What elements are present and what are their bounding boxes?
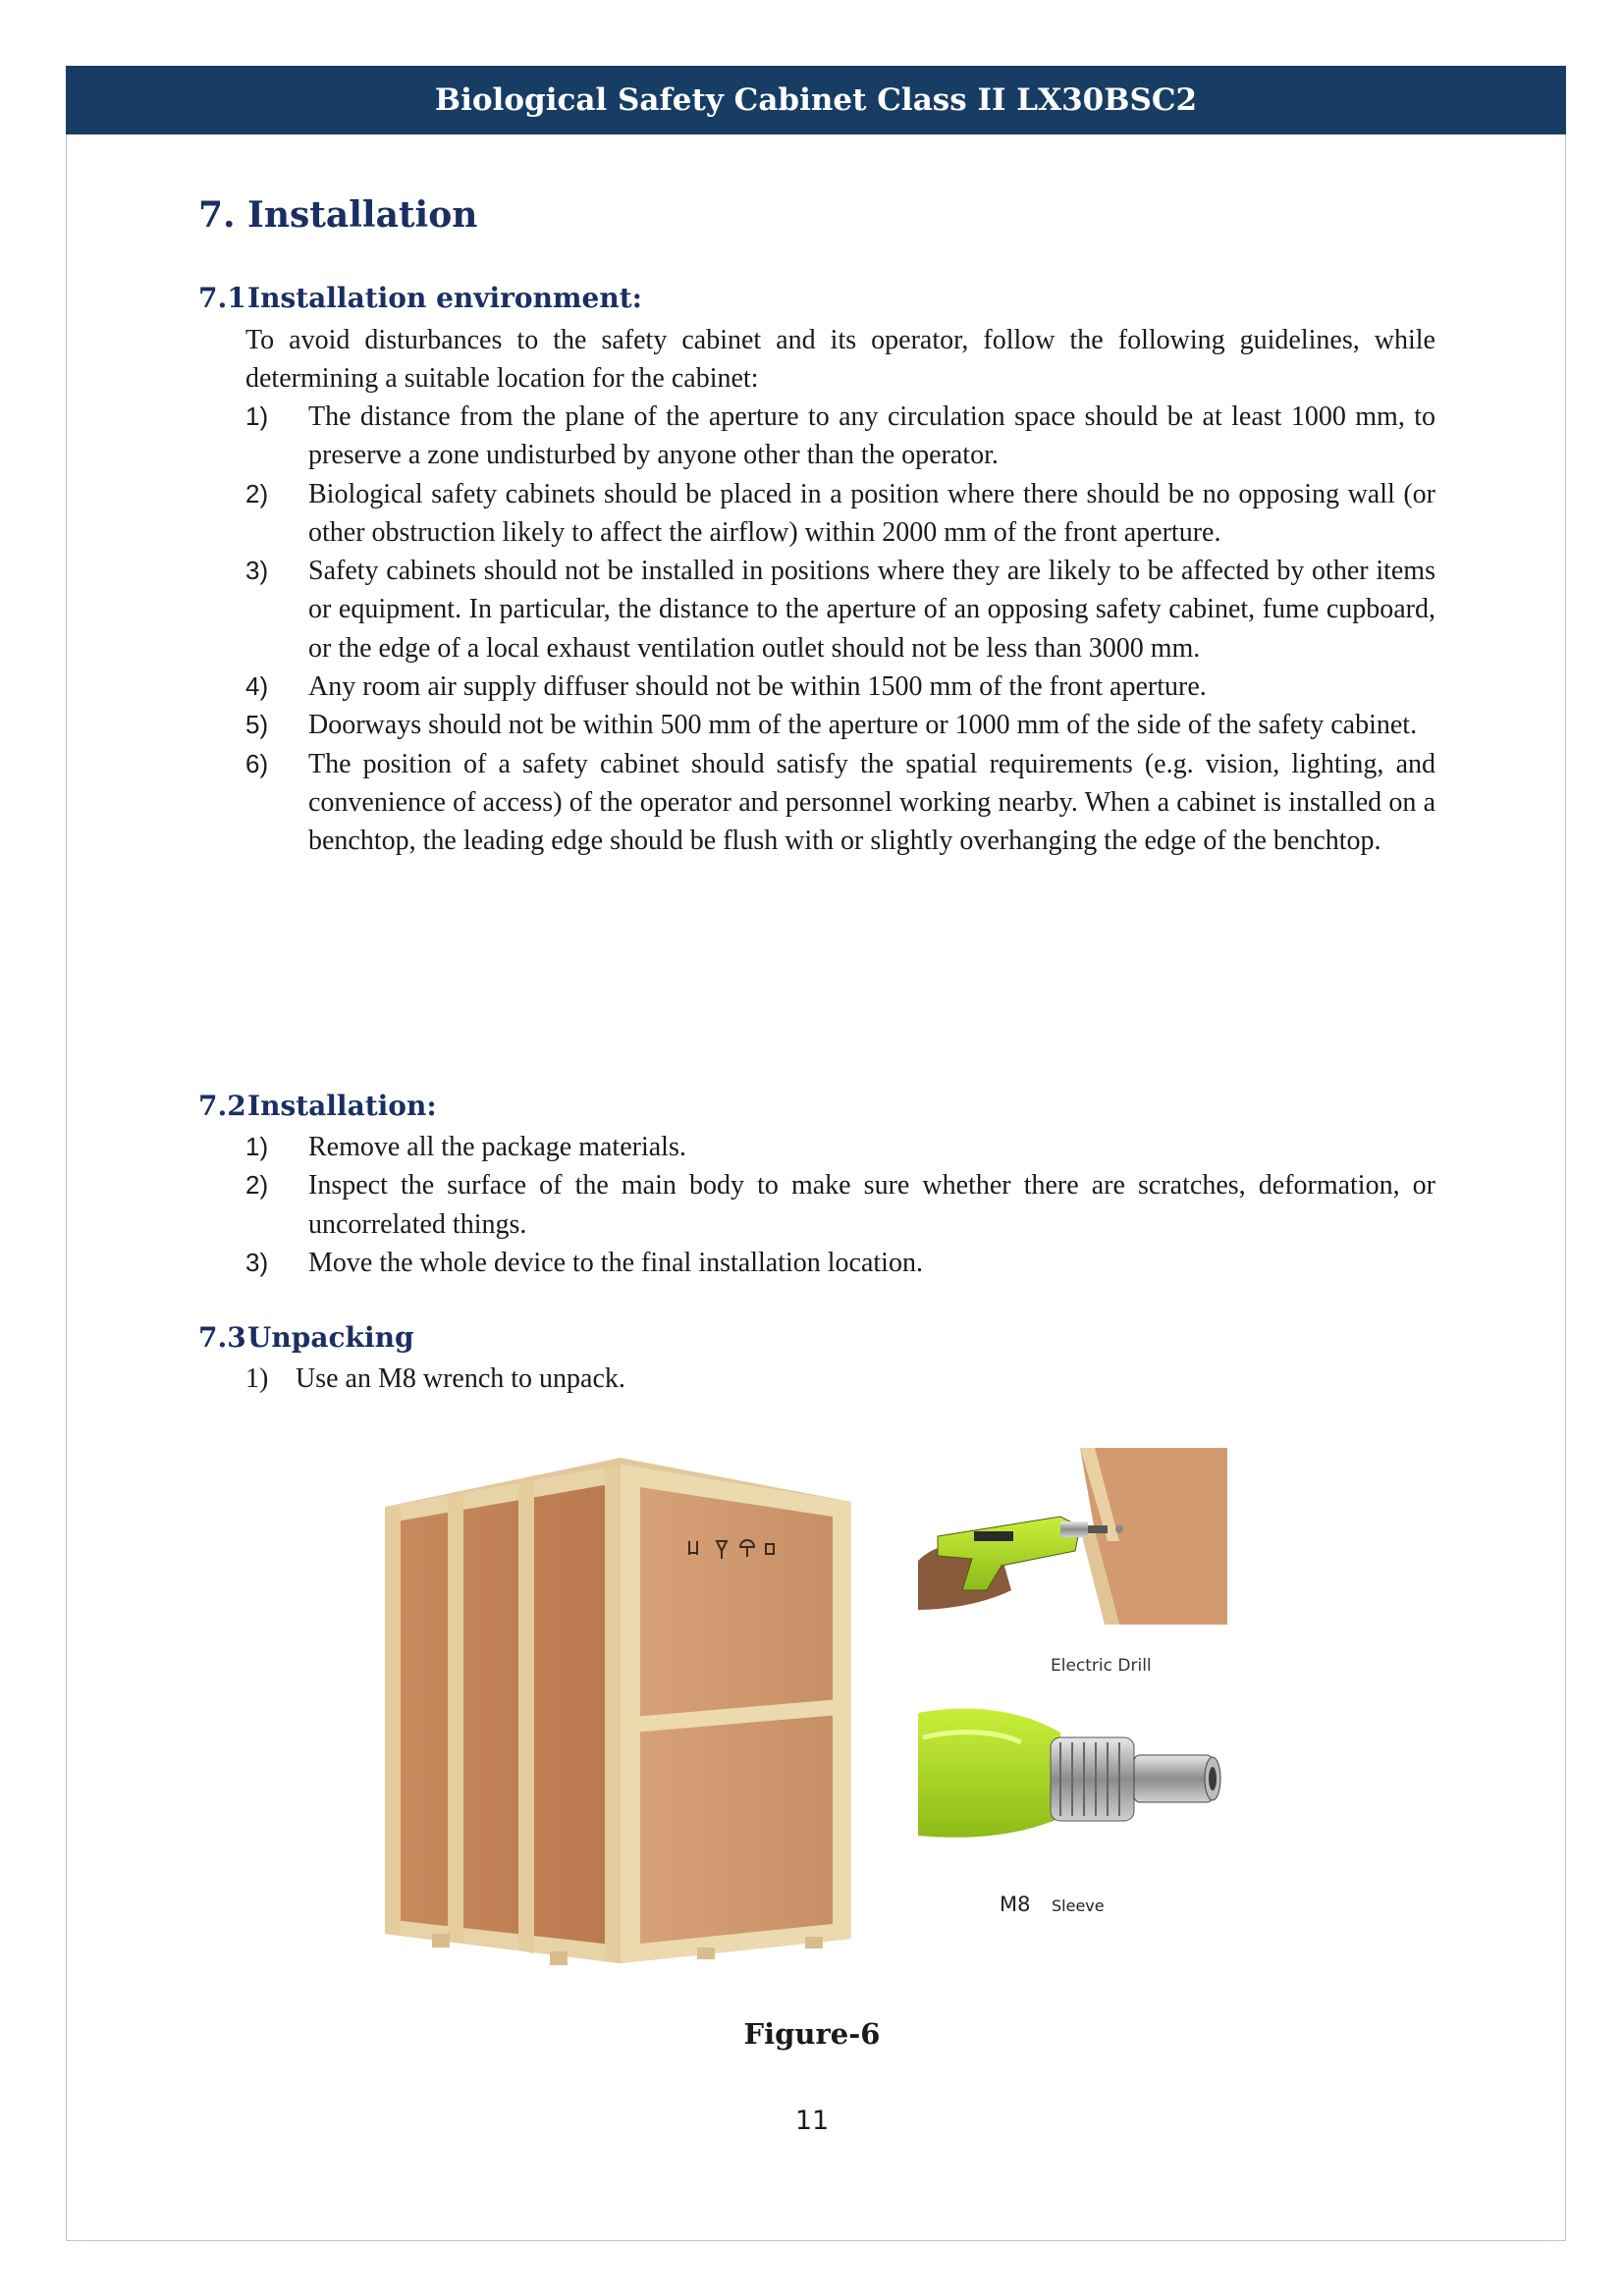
list-item bbox=[245, 552, 1435, 667]
subsection-title: Unpacking bbox=[247, 1321, 414, 1354]
list-text: Move the whole device to the final installation location. bbox=[308, 1247, 923, 1278]
list-item bbox=[245, 1244, 1435, 1282]
page-header bbox=[66, 66, 1566, 134]
subsection-number: 7.1 bbox=[198, 282, 246, 314]
list-item bbox=[245, 1166, 1435, 1244]
list-text: The position of a safety cabinet should satisfy the spatial requirements (e.g. vision, lighting, and convenience of access) of the operator and personnel working nearby. When a cabinet is installed on a benchtop, the leading edge should be flush with or slightly overhanging the edge of the benchtop. bbox=[308, 748, 1435, 857]
list-text: Safety cabinets should not be installed in positions where they are likely to be affected by other items or equipment. In particular, the distance to the aperture of an opposing safety cabinet, fume cupboard, or the edge of a local exhaust ventilation outlet should not be less than 3000 mm. bbox=[308, 556, 1435, 664]
list-item bbox=[245, 475, 1435, 553]
list-number: 1) bbox=[245, 1132, 269, 1161]
list-text: Any room air supply diffuser should not be within 1500 mm of the front aperture. bbox=[308, 671, 1207, 703]
subsection-heading-7-3 bbox=[198, 1321, 414, 1354]
drill-unpacking-photo bbox=[918, 1448, 1227, 1625]
list-number: 4) bbox=[245, 671, 269, 702]
list-item bbox=[245, 1360, 1435, 1398]
list-text: Inspect the surface of the main body to make sure whether there are scratches, deformation, or uncorrelated things. bbox=[308, 1170, 1435, 1240]
unpacking-list bbox=[245, 1360, 1435, 1398]
m8-label: M8 bbox=[1000, 1893, 1031, 1916]
header-title: Biological Safety Cabinet Class II LX30BSC2 bbox=[434, 82, 1198, 118]
section-title: Installation bbox=[247, 194, 478, 236]
sleeve-label: Sleeve bbox=[1052, 1896, 1105, 1915]
list-number: 5) bbox=[245, 710, 269, 740]
page-number: 11 bbox=[794, 2106, 830, 2136]
m8-sleeve-photo bbox=[918, 1708, 1227, 1875]
list-text: Use an M8 wrench to unpack. bbox=[296, 1363, 625, 1394]
figure-illustration bbox=[373, 1443, 1257, 1973]
section-heading bbox=[198, 194, 477, 236]
subsection-number: 7.3 bbox=[198, 1321, 246, 1354]
list-item bbox=[245, 667, 1435, 706]
list-item bbox=[245, 1128, 1435, 1166]
list-text: Remove all the package materials. bbox=[308, 1132, 686, 1162]
list-item bbox=[245, 706, 1435, 744]
list-text: Doorways should not be within 500 mm of the aperture or 1000 mm of the side of the safety cabinet. bbox=[308, 710, 1418, 741]
list-number: 1) bbox=[245, 1363, 269, 1394]
list-item bbox=[245, 398, 1435, 475]
subsection-number: 7.2 bbox=[198, 1090, 246, 1122]
figure-6 bbox=[373, 1443, 1257, 1973]
list-number: 3) bbox=[245, 556, 269, 586]
subsection-title: Installation environment: bbox=[247, 282, 642, 314]
wooden-crate-illustration bbox=[385, 1458, 851, 1965]
subsection-heading-7-2 bbox=[198, 1090, 437, 1122]
section-number: 7. bbox=[198, 194, 236, 236]
list-item bbox=[245, 745, 1435, 861]
intro-paragraph: To avoid disturbances to the safety cabinet and its operator, follow the following guidelines, while determining a suitable location for the cabinet: bbox=[245, 325, 1435, 395]
list-number: 6) bbox=[245, 748, 269, 778]
list-number: 1) bbox=[245, 401, 269, 431]
electric-drill-label: Electric Drill bbox=[1051, 1656, 1152, 1676]
figure-caption: Figure-6 bbox=[743, 2017, 881, 2051]
list-number: 3) bbox=[245, 1247, 269, 1277]
environment-list bbox=[245, 398, 1435, 861]
subsection-title: Installation: bbox=[247, 1090, 437, 1122]
installation-list bbox=[245, 1128, 1435, 1282]
list-text: Biological safety cabinets should be placed in a position where there should be no opposing wall (or other obstruction likely to affect the airflow) within 2000 mm of the front aperture. bbox=[308, 478, 1435, 548]
list-text: The distance from the plane of the aperture to any circulation space should be at least 1000 mm, to preserve a zone undisturbed by anyone other than the operator. bbox=[308, 401, 1435, 471]
list-number: 2) bbox=[245, 1170, 269, 1201]
list-number: 2) bbox=[245, 478, 269, 508]
subsection-heading-7-1 bbox=[198, 282, 642, 314]
